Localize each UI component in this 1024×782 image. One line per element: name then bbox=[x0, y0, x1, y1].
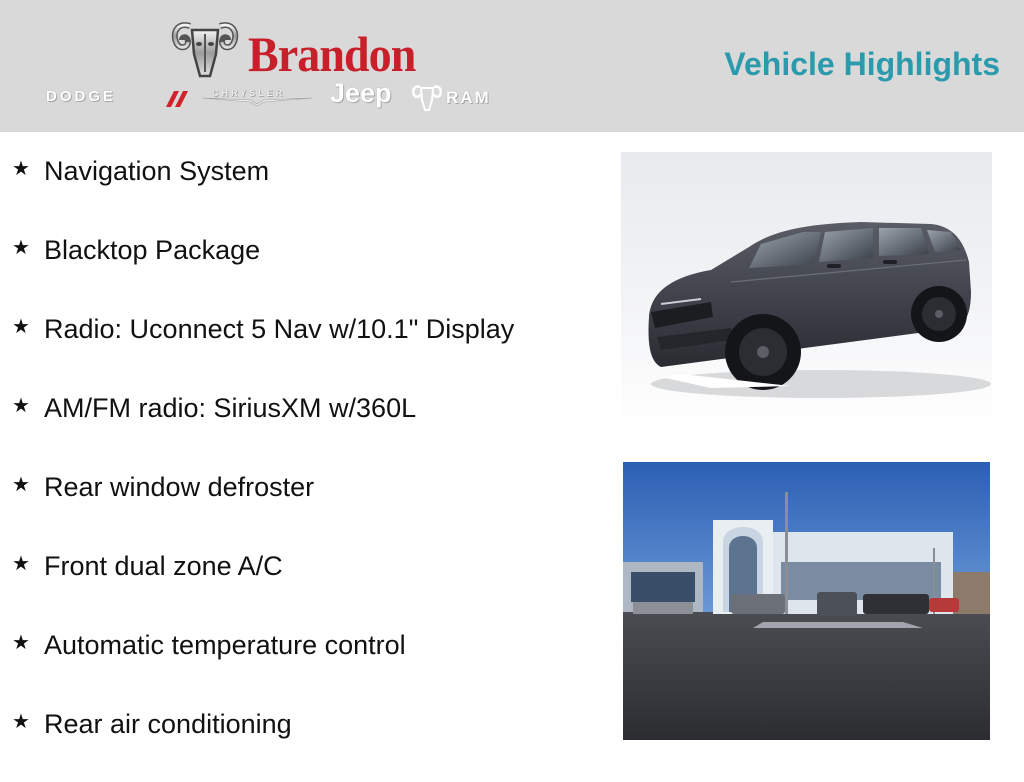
list-item bbox=[12, 229, 602, 308]
dodge-stripes-icon bbox=[160, 87, 190, 107]
ram-small-logo-icon bbox=[412, 84, 442, 112]
suv-illustration bbox=[621, 152, 992, 430]
feature-label: AM/FM radio: SiriusXM w/360L bbox=[44, 393, 417, 423]
feature-label: Blacktop Package bbox=[44, 235, 261, 265]
list-item bbox=[12, 387, 602, 466]
star-icon: ★ bbox=[12, 711, 30, 733]
header-banner bbox=[0, 0, 1024, 132]
dealership-photo[interactable] bbox=[623, 462, 990, 740]
feature-label: Automatic temperature control bbox=[44, 630, 406, 660]
star-icon: ★ bbox=[12, 474, 30, 496]
dodge-logo-text: DODGE bbox=[46, 88, 117, 105]
star-icon: ★ bbox=[12, 316, 30, 338]
dealer-name: Brandon bbox=[248, 26, 416, 82]
vehicle-photo[interactable] bbox=[621, 152, 992, 430]
chrysler-logo-text: CHRYSLER bbox=[212, 88, 286, 98]
star-icon: ★ bbox=[12, 395, 30, 417]
feature-label: Navigation System bbox=[44, 156, 270, 186]
ram-logo-text: RAM bbox=[446, 88, 491, 107]
dealer-logo[interactable] bbox=[0, 0, 540, 132]
feature-label: Rear air conditioning bbox=[44, 709, 292, 739]
chrysler-wings-icon bbox=[202, 96, 312, 106]
feature-label: Front dual zone A/C bbox=[44, 551, 283, 581]
star-icon: ★ bbox=[12, 632, 30, 654]
feature-list bbox=[12, 150, 602, 782]
feature-label: Rear window defroster bbox=[44, 472, 315, 502]
star-icon: ★ bbox=[12, 158, 30, 180]
list-item bbox=[12, 703, 602, 782]
list-item bbox=[12, 466, 602, 545]
dealership-illustration bbox=[623, 462, 990, 740]
list-item bbox=[12, 150, 602, 229]
ram-head-logo-icon bbox=[170, 20, 240, 82]
feature-label: Radio: Uconnect 5 Nav w/10.1" Display bbox=[44, 314, 515, 344]
page-title: Vehicle Highlights bbox=[724, 46, 1000, 82]
jeep-logo-text: Jeep bbox=[330, 78, 392, 108]
list-item bbox=[12, 624, 602, 703]
star-icon: ★ bbox=[12, 237, 30, 259]
list-item bbox=[12, 308, 602, 387]
list-item bbox=[12, 545, 602, 624]
star-icon: ★ bbox=[12, 553, 30, 575]
